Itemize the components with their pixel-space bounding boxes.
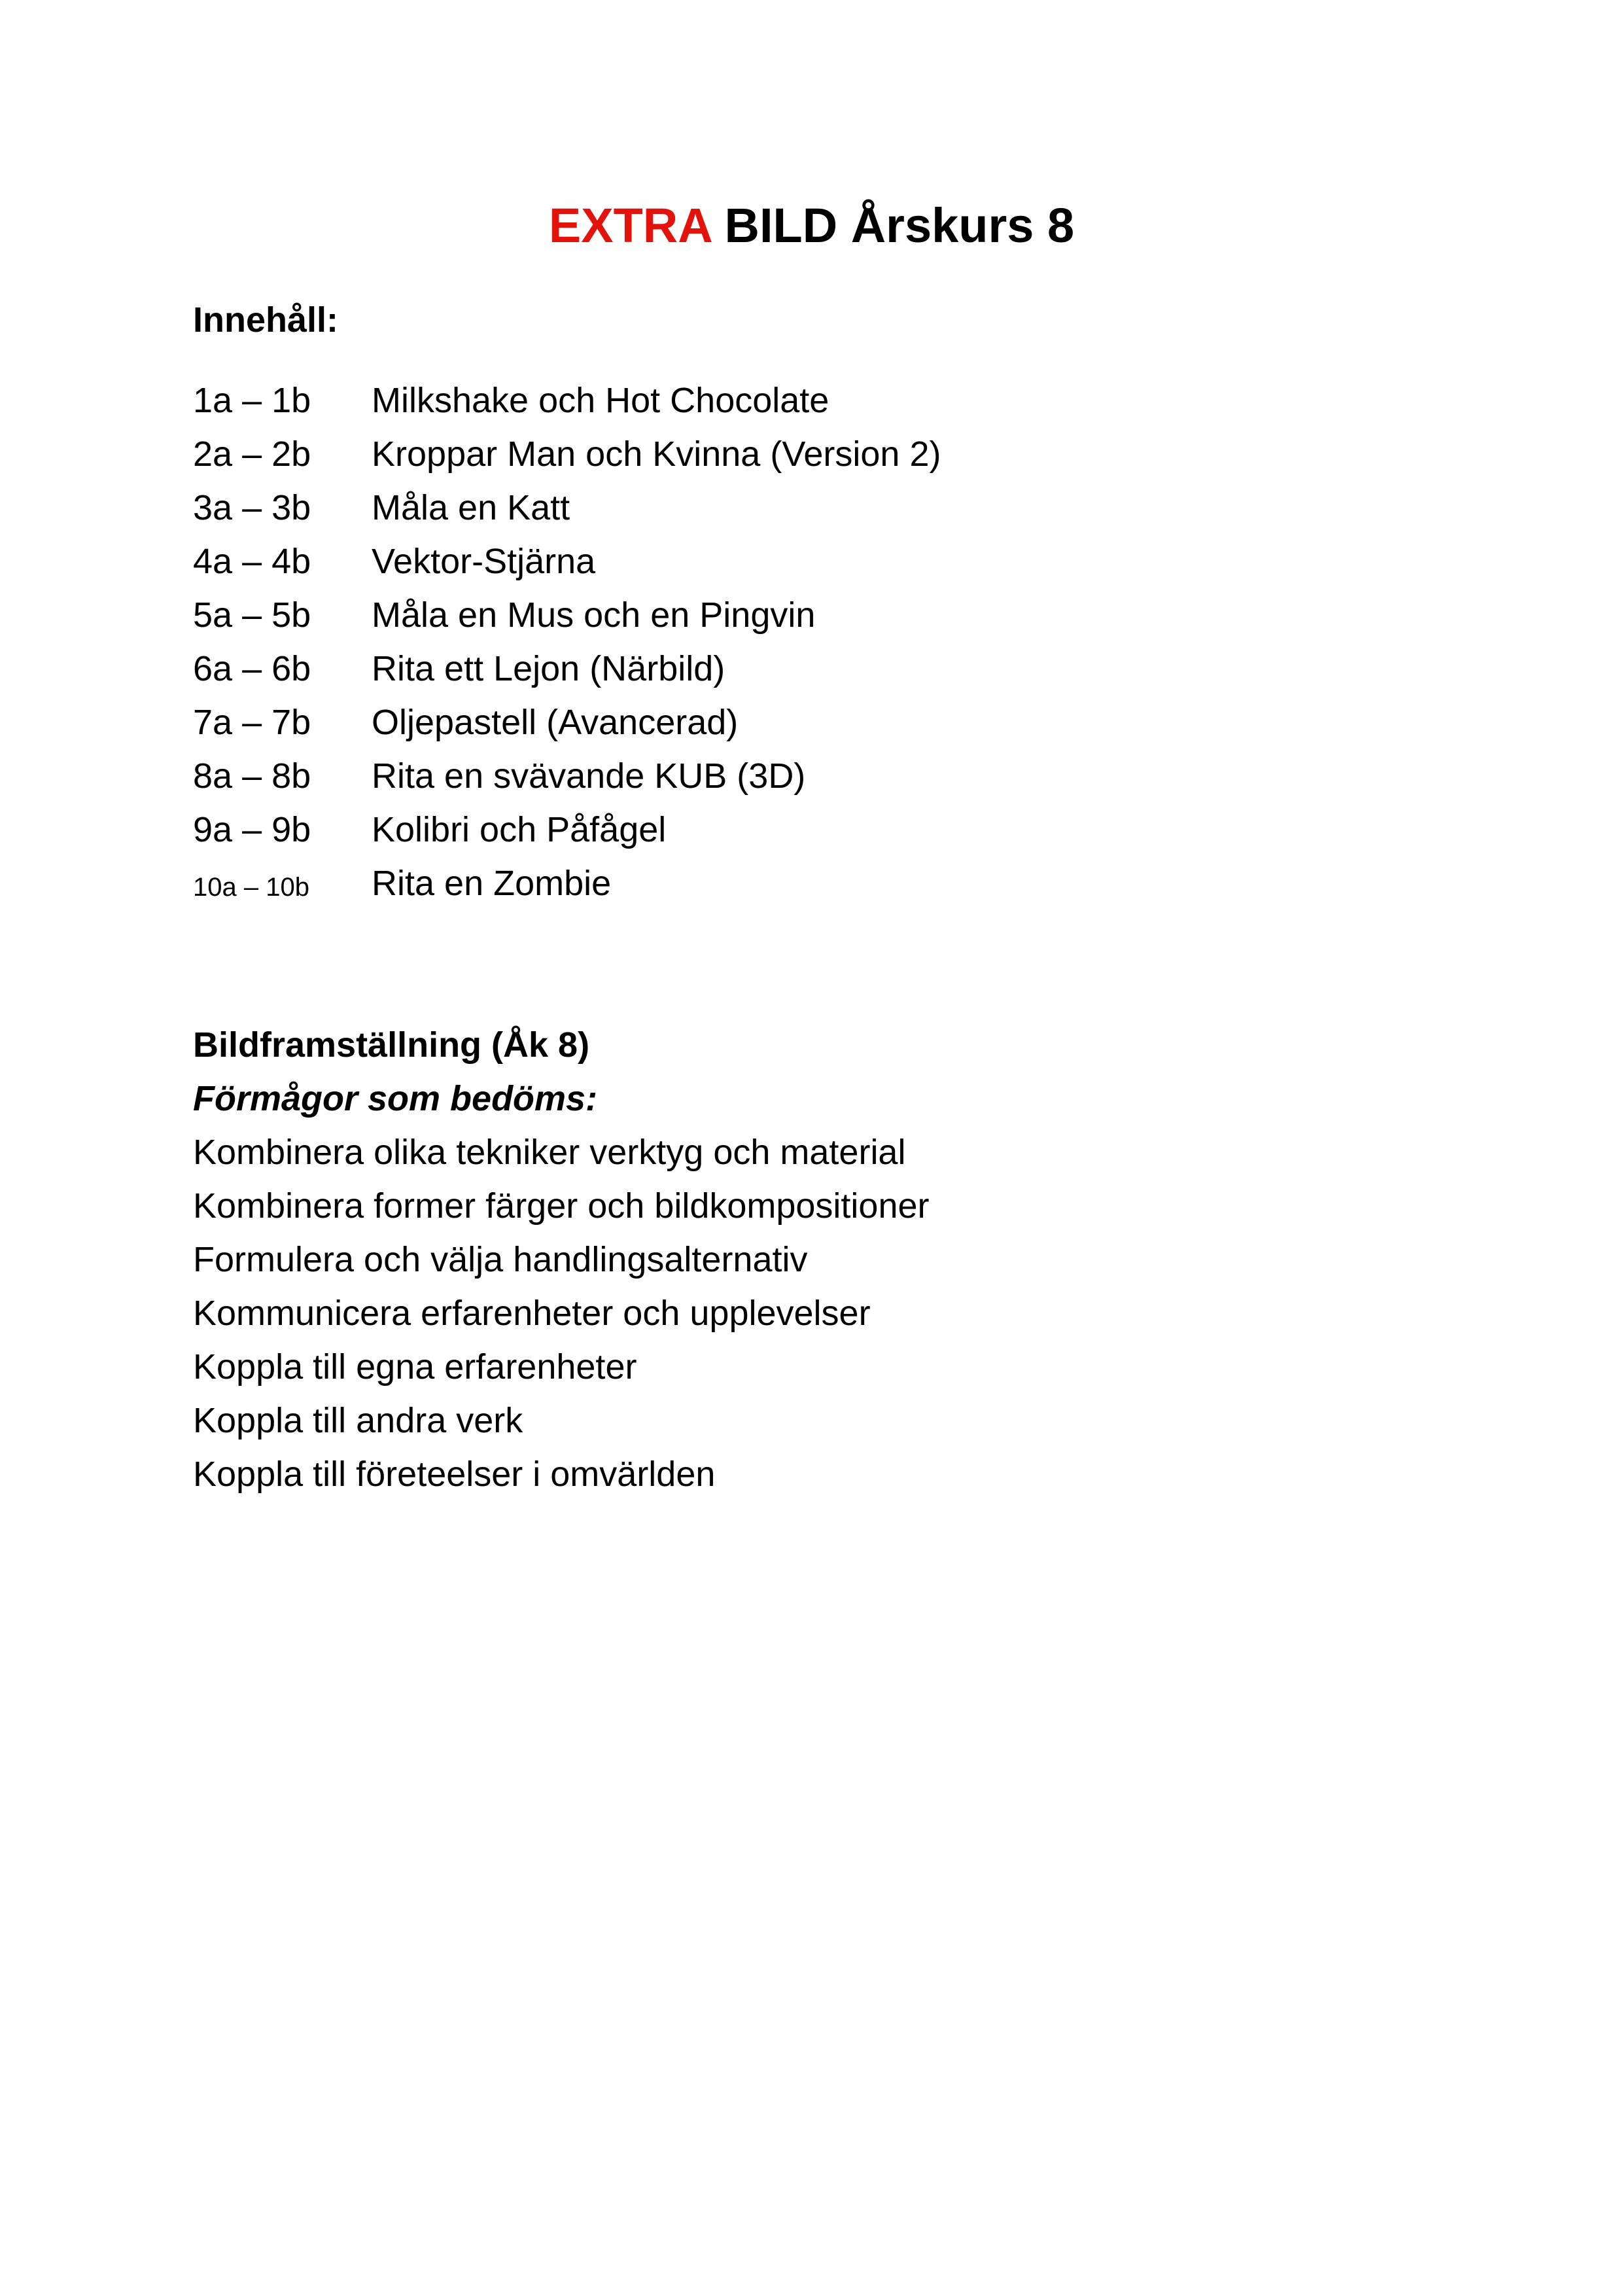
list-item: Kombinera former färger och bildkompositioner	[193, 1186, 930, 1226]
title-accent: EXTRA	[548, 198, 711, 253]
toc-title: Rita ett Lejon (Närbild)	[372, 649, 725, 688]
page-title	[0, 196, 1623, 255]
list-item: Koppla till egna erfarenheter	[193, 1347, 637, 1386]
toc-number: 2a – 2b	[193, 434, 311, 474]
toc-title: Kolibri och Påfågel	[372, 810, 667, 849]
toc-number: 5a – 5b	[193, 595, 311, 635]
toc-title: Vektor-Stjärna	[372, 542, 596, 581]
toc-row	[193, 860, 1370, 913]
skills-list	[193, 1129, 930, 1504]
list-item: Koppla till företeelser i omvärlden	[193, 1455, 716, 1494]
skills-heading: Bildframställning (Åk 8)	[193, 1025, 590, 1065]
toc-title: Måla en Mus och en Pingvin	[372, 595, 816, 635]
toc-row	[193, 484, 1370, 538]
toc-title: Måla en Katt	[372, 488, 570, 527]
list-item: Koppla till andra verk	[193, 1401, 523, 1440]
toc-number: 9a – 9b	[193, 810, 311, 849]
toc-number: 6a – 6b	[193, 649, 311, 688]
toc-row	[193, 431, 1370, 484]
toc-number: 7a – 7b	[193, 703, 311, 742]
list-item: Formulera och välja handlingsalternativ	[193, 1240, 808, 1279]
toc-title: Milkshake och Hot Chocolate	[372, 381, 829, 420]
toc-row	[193, 538, 1370, 592]
toc-row	[193, 592, 1370, 645]
list-item: Kommunicera erfarenheter och upplevelser	[193, 1294, 871, 1333]
toc-row	[193, 699, 1370, 752]
title-rest: BILD Årskurs 8	[710, 198, 1075, 253]
toc-row	[193, 752, 1370, 806]
toc-row	[193, 806, 1370, 860]
table-of-contents	[193, 377, 1370, 913]
toc-title: Oljepastell (Avancerad)	[372, 703, 739, 742]
toc-row	[193, 377, 1370, 431]
toc-number: 8a – 8b	[193, 756, 311, 796]
list-item: Kombinera olika tekniker verktyg och material	[193, 1133, 906, 1172]
toc-number: 3a – 3b	[193, 488, 311, 527]
toc-number: 10a – 10b	[193, 873, 309, 902]
toc-number: 4a – 4b	[193, 542, 311, 581]
toc-title: Kroppar Man och Kvinna (Version 2)	[372, 434, 941, 474]
toc-title: Rita en Zombie	[372, 864, 612, 903]
toc-number: 1a – 1b	[193, 381, 311, 420]
toc-row	[193, 645, 1370, 699]
toc-title: Rita en svävande KUB (3D)	[372, 756, 806, 796]
skills-subheading: Förmågor som bedöms:	[193, 1079, 598, 1118]
contents-label: Innehåll:	[193, 300, 339, 340]
